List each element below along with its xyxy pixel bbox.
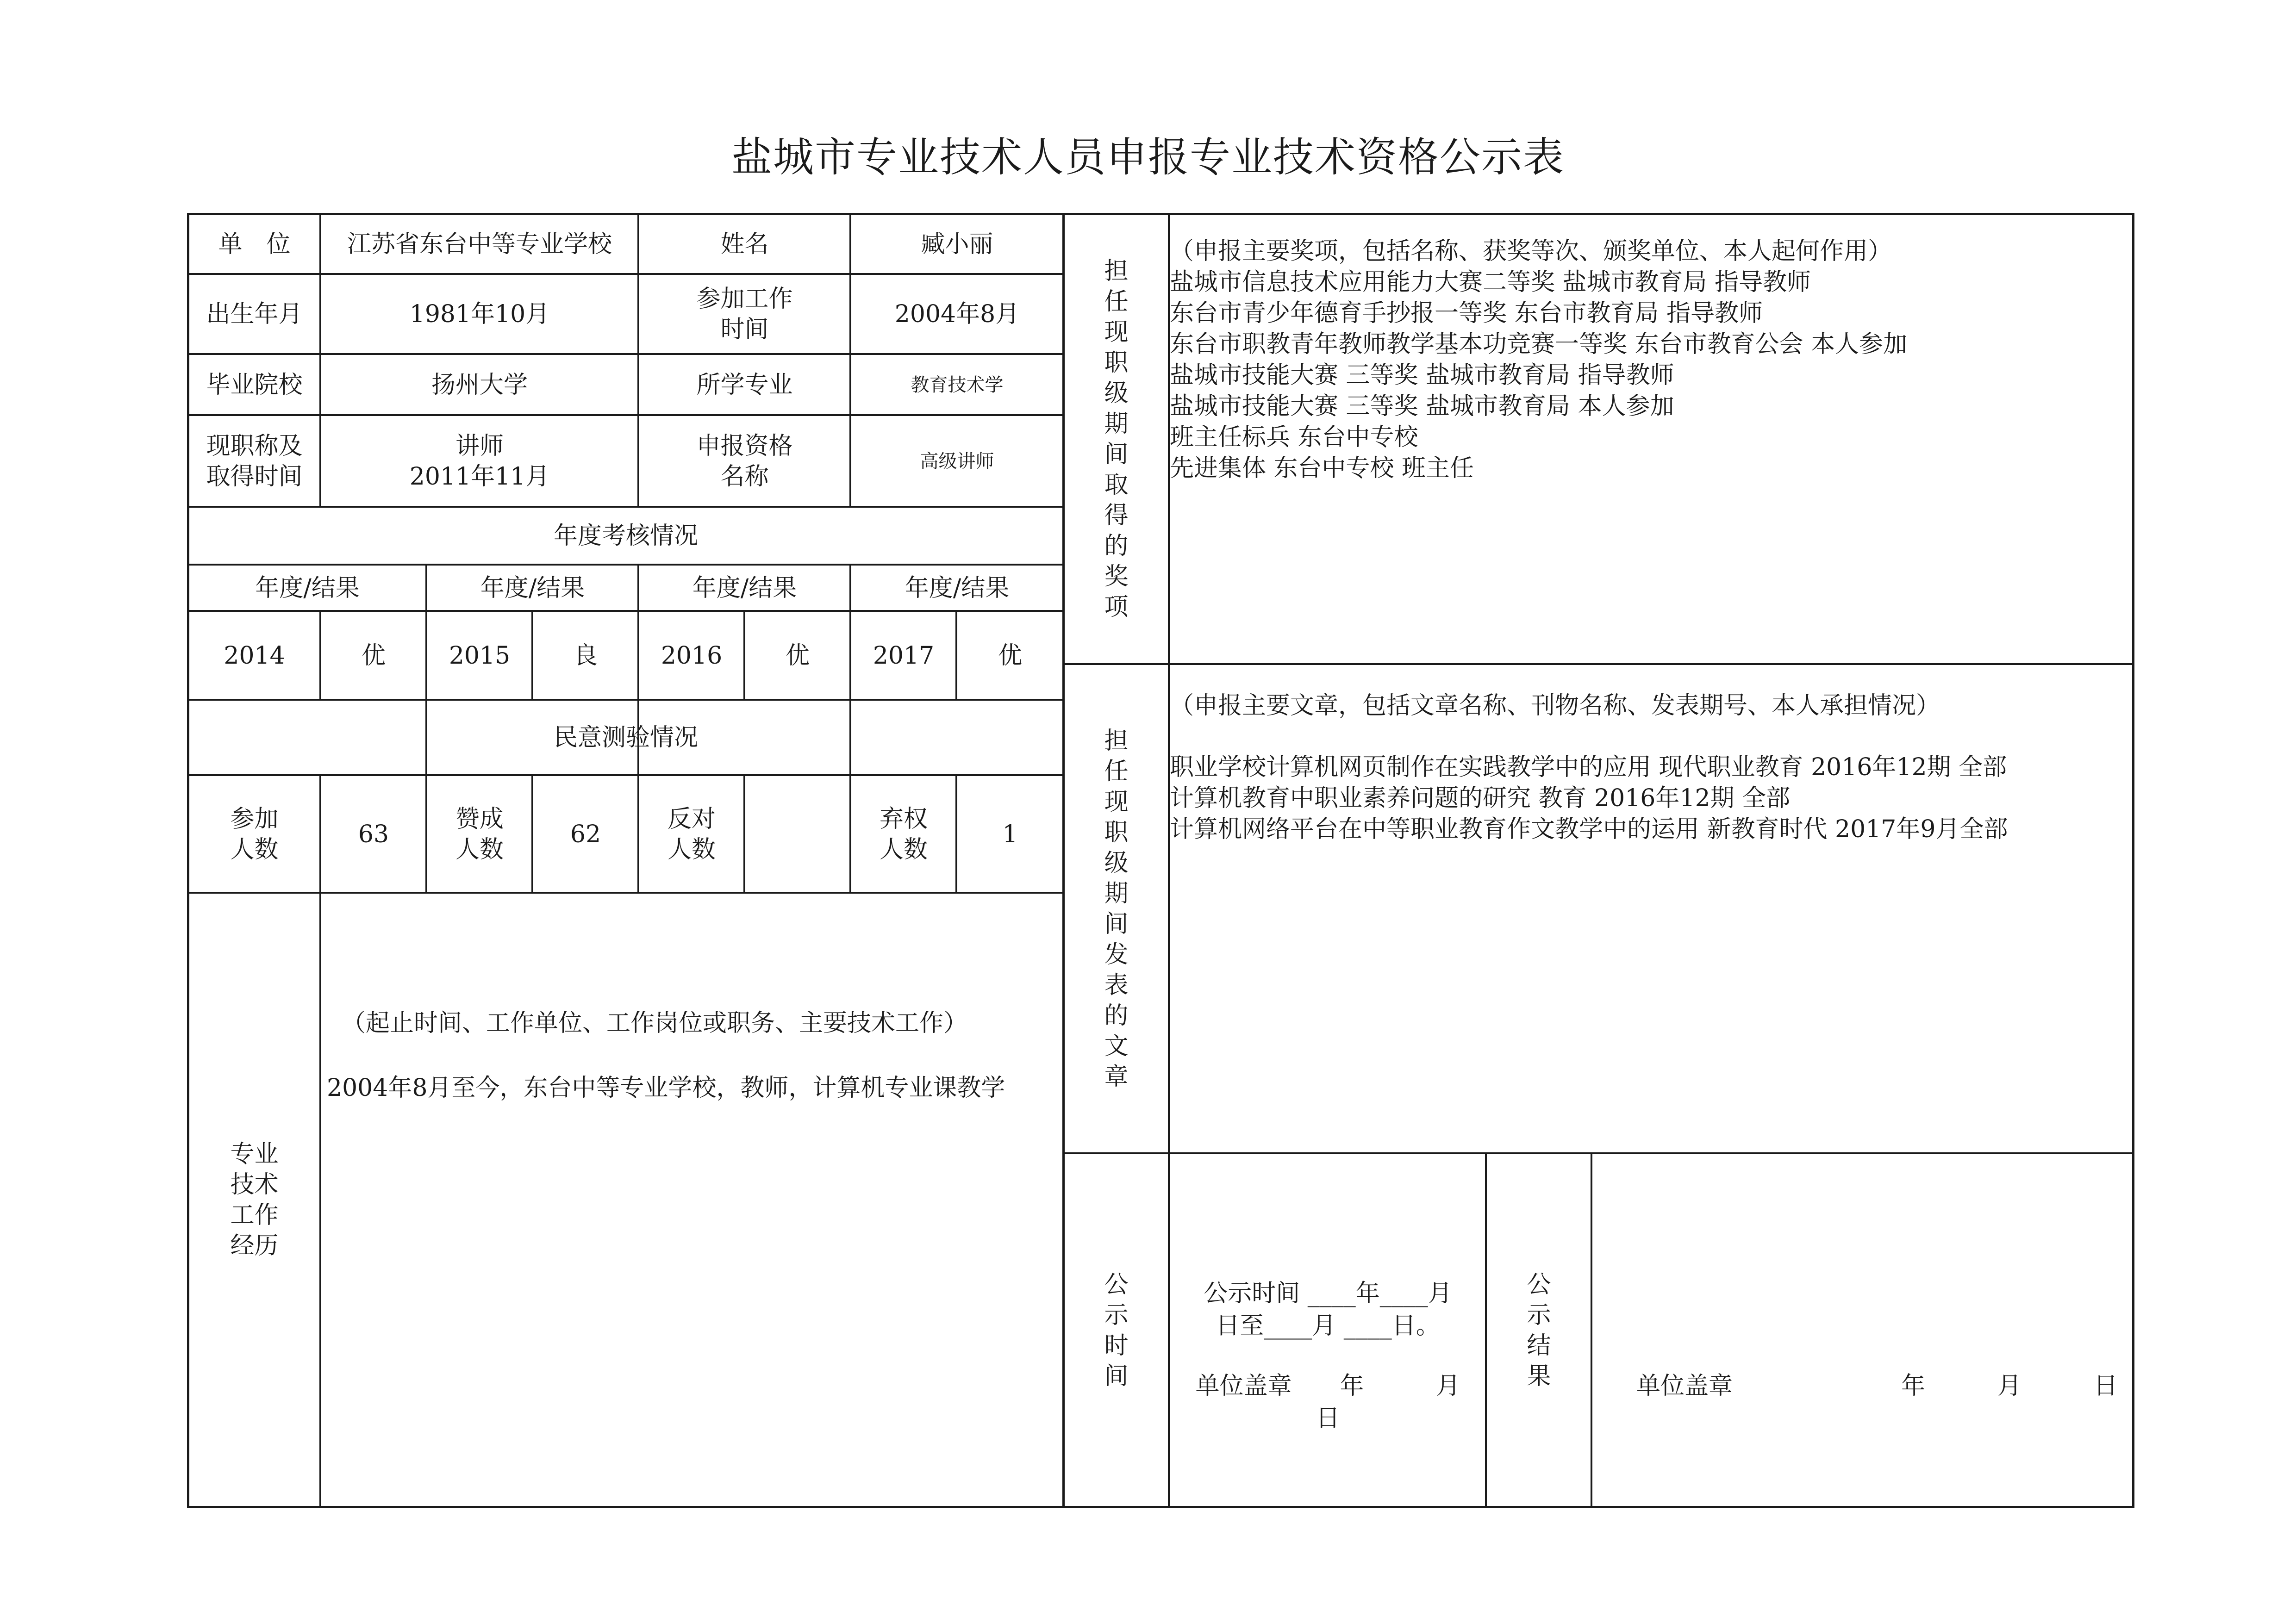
annual-result: 良 [573, 641, 598, 670]
major-label: 所学专业 [696, 371, 793, 399]
articles-block [1170, 752, 2008, 845]
publicity-time-line1: 公示时间 ____年____月 [1204, 1280, 1452, 1307]
page-title: 盐城市专业技术人员申报专业技术资格公示表 [731, 133, 1565, 181]
awards-hint: （申报主要奖项，包括名称、获奖等次、颁奖单位、本人起何作用） [1170, 237, 1892, 265]
article-item: 计算机网络平台在中等职业教育作文教学中的运用 新教育时代 2017年9月全部 [1170, 815, 2008, 843]
apply-label: 申报资格 名称 [696, 432, 793, 491]
publicity-time-line2: 日至____月 ____日。 [1216, 1312, 1440, 1340]
publicity-result-label: 公示结果 [1527, 1270, 1551, 1390]
birth-label: 出生年月 [206, 300, 303, 328]
participants-label: 参加 人数 [230, 805, 279, 864]
award-item: 东台市职教青年教师教学基本功竞赛一等奖 东台市教育公会 本人参加 [1170, 330, 1908, 358]
current-title-label: 现职称及 取得时间 [206, 432, 303, 491]
oppose-value [745, 776, 850, 893]
annual-year: 2015 [449, 641, 511, 670]
work-start-label: 参加工作 时间 [696, 285, 793, 343]
annual-header: 年度/结果 [905, 574, 1010, 602]
publicity-seal-line2: 日 [1316, 1405, 1340, 1432]
abstain-value: 1 [1002, 820, 1018, 848]
name-value: 臧小丽 [921, 230, 993, 258]
awards-label: 担任现职级期间取得的奖项 [1104, 257, 1129, 621]
unit-label: 单 位 [218, 230, 291, 258]
awards-block [1170, 236, 1907, 484]
oppose-label: 反对 人数 [667, 805, 716, 864]
annual-header: 年度/结果 [255, 574, 360, 602]
participants-value: 63 [358, 820, 389, 848]
award-item: 盐城市信息技术应用能力大赛二等奖 盐城市教育局 指导教师 [1170, 268, 1811, 296]
poll-section-label: 民意测验情况 [553, 724, 698, 752]
award-item: 盐城市技能大赛 三等奖 盐城市教育局 本人参加 [1170, 392, 1674, 420]
major-value: 教育技术学 [911, 374, 1004, 396]
publicity-seal-line1: 单位盖章 年 月 [1195, 1372, 1460, 1400]
annual-result: 优 [361, 641, 386, 670]
article-item: 职业学校计算机网页制作在实践教学中的应用 现代职业教育 2016年12期 全部 [1170, 753, 2007, 781]
annual-year: 2016 [661, 641, 723, 670]
annual-result: 优 [785, 641, 810, 670]
articles-hint: （申报主要文章，包括文章名称、刊物名称、发表期号、本人承担情况） [1170, 692, 1940, 720]
unit-value: 江苏省东台中等专业学校 [347, 230, 612, 258]
annual-section-label: 年度考核情况 [553, 522, 698, 550]
current-title-value: 讲师 2011年11月 [409, 432, 550, 491]
article-item: 计算机教育中职业素养问题的研究 教育 2016年12期 全部 [1170, 784, 1791, 812]
annual-header: 年度/结果 [692, 574, 797, 602]
articles-label: 担任现职级期间发表的文章 [1104, 727, 1129, 1091]
publicity-time-label: 公示时间 [1104, 1270, 1129, 1390]
award-item: 先进集体 东台中专校 班主任 [1170, 454, 1474, 482]
award-item: 班主任标兵 东台中专校 [1170, 423, 1418, 451]
name-label: 姓名 [720, 230, 769, 258]
school-value: 扬州大学 [431, 371, 528, 399]
birth-value: 1981年10月 [409, 300, 550, 328]
work-start-value: 2004年8月 [894, 300, 1020, 328]
apply-value: 高级讲师 [920, 450, 994, 472]
award-item: 盐城市技能大赛 三等奖 盐城市教育局 指导教师 [1170, 361, 1674, 389]
annual-year: 2017 [873, 641, 935, 670]
annual-result: 优 [998, 641, 1022, 670]
annual-year: 2014 [224, 641, 285, 670]
school-label: 毕业院校 [206, 371, 303, 399]
award-item: 东台市青少年德育手抄报一等奖 东台市教育局 指导教师 [1170, 299, 1763, 327]
experience-hint: （起止时间、工作单位、工作岗位或职务、主要技术工作） [342, 1009, 968, 1037]
approve-label: 赞成 人数 [455, 805, 504, 864]
experience-content: 2004年8月至今，东台中等专业学校，教师，计算机专业课教学 [327, 1074, 1005, 1102]
annual-header: 年度/结果 [480, 574, 585, 602]
approve-value: 62 [570, 820, 601, 848]
experience-label: 专业 技术 工作 经历 [230, 1140, 279, 1260]
abstain-label: 弃权 人数 [879, 805, 928, 864]
publicity-result-seal: 单位盖章 年 月 日 [1636, 1372, 2118, 1400]
